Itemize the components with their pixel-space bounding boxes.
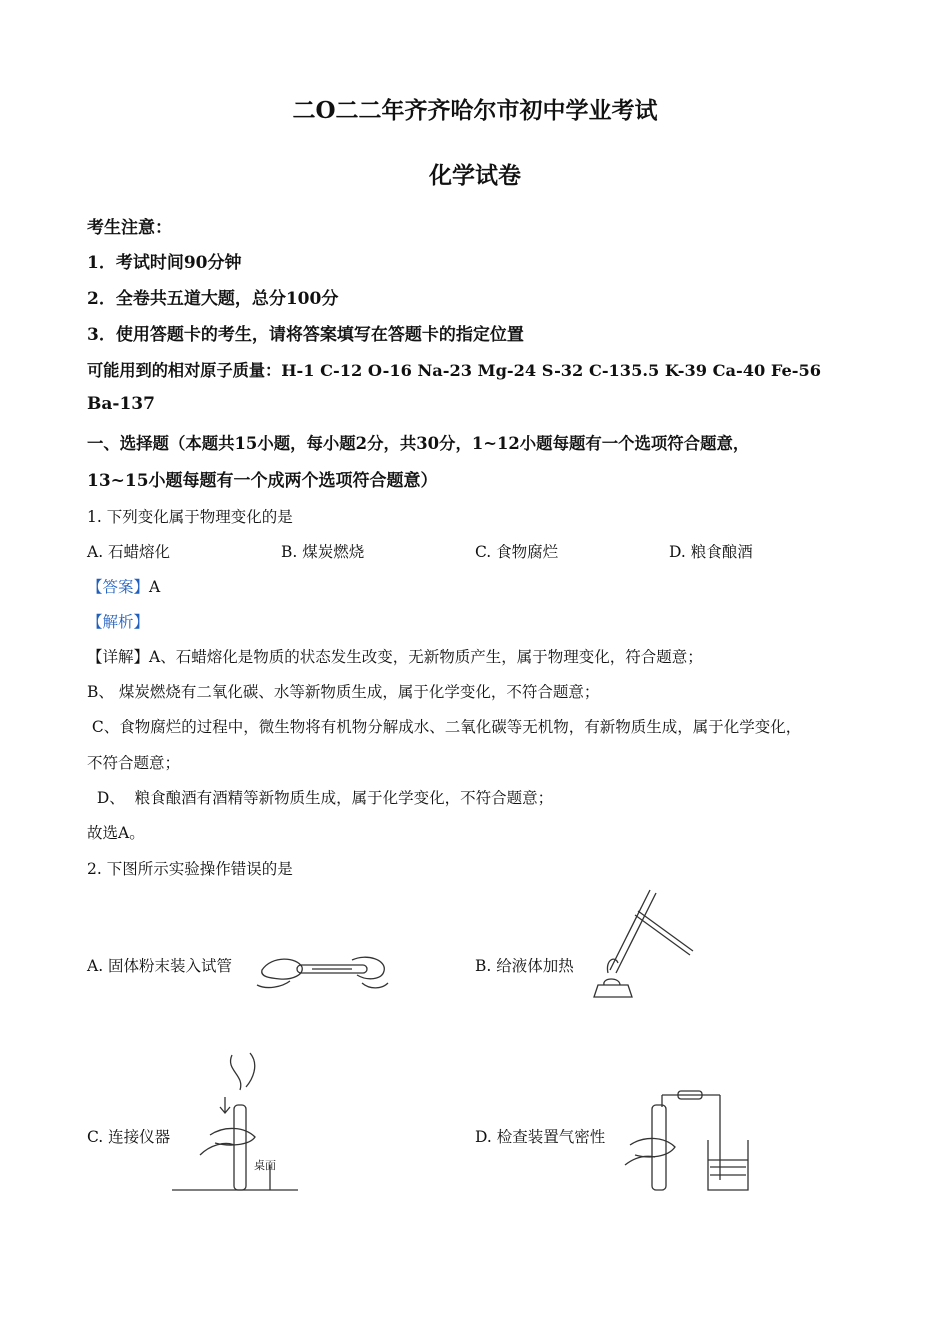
q2-option-b: B. 给液体加热 — [475, 957, 574, 975]
desk-label: 桌面 — [254, 1159, 276, 1172]
detail-tag: 【详解】 — [87, 648, 150, 666]
q2-option-d: D. 检查装置气密性 — [475, 1128, 606, 1146]
detail-line-3: C、食物腐烂的过程中，微生物将有机物分解成水、二氧化碳等无机物，有新物质生成，属于化学变化， — [87, 718, 802, 736]
notice-heading: 考生注意： — [87, 218, 172, 238]
q2-stem: 2. 下图所示实验操作错误的是 — [87, 860, 293, 878]
q2-option-a: A. 固体粉末装入试管 — [87, 957, 233, 975]
detail-line-1 — [87, 645, 703, 667]
figure-heating-liquid — [590, 885, 705, 1005]
notice-item-3: 3．使用答题卡的考生，请将答案填写在答题卡的指定位置 — [87, 325, 524, 345]
section1-heading-line1: 一、选择题（本题共15小题，每小题2分，共30分，1~12小题每题有一个选项符合题意， — [87, 434, 750, 453]
q1-stem: 1. 下列变化属于物理变化的是 — [87, 508, 293, 526]
detail-line-6: 故选A。 — [87, 824, 145, 842]
q1-option-d: D. 粮食酿酒 — [669, 543, 753, 561]
exam-title: 二O二二年齐齐哈尔市初中学业考试 — [292, 97, 658, 124]
analysis-tag: 【解析】 — [87, 613, 150, 631]
q1-option-a: A. 石蜡熔化 — [87, 543, 171, 561]
q2-option-c: C. 连接仪器 — [87, 1128, 171, 1146]
atomic-masses-line1: 可能用到的相对原子质量：H-1 C-12 O-16 Na-23 Mg-24 S-32 C-135.5 K-39 Ca-40 Fe-56 — [87, 361, 822, 380]
notice-item-1: 1．考试时间90分钟 — [87, 253, 242, 273]
figure-connecting-apparatus — [170, 1045, 300, 1195]
answer-value: A — [149, 578, 161, 596]
q1-answer — [87, 575, 160, 597]
detail-line-2: B、 煤炭燃烧有二氧化碳、水等新物质生成，属于化学变化，不符合题意； — [87, 683, 600, 701]
detail-line-4: 不符合题意； — [87, 754, 181, 772]
q1-option-b: B. 煤炭燃烧 — [281, 543, 365, 561]
notice-item-2: 2．全卷共五道大题，总分100分 — [87, 289, 339, 309]
section1-heading-line2: 13~15小题每题有一个成两个选项符合题意） — [87, 471, 438, 491]
atomic-masses-line2: Ba-137 — [87, 394, 155, 414]
answer-tag: 【答案】 — [87, 578, 150, 596]
detail-line-5: D、 粮食酿酒有酒精等新物质生成，属于化学变化，不符合题意； — [87, 789, 554, 807]
figure-airtightness-check — [620, 1085, 760, 1195]
q1-option-c: C. 食物腐烂 — [475, 543, 559, 561]
exam-subtitle: 化学试卷 — [429, 162, 521, 189]
figure-powder-into-tube — [252, 945, 392, 1000]
detail-text-a: A、石蜡熔化是物质的状态发生改变，无新物质产生，属于物理变化，符合题意； — [149, 648, 703, 666]
